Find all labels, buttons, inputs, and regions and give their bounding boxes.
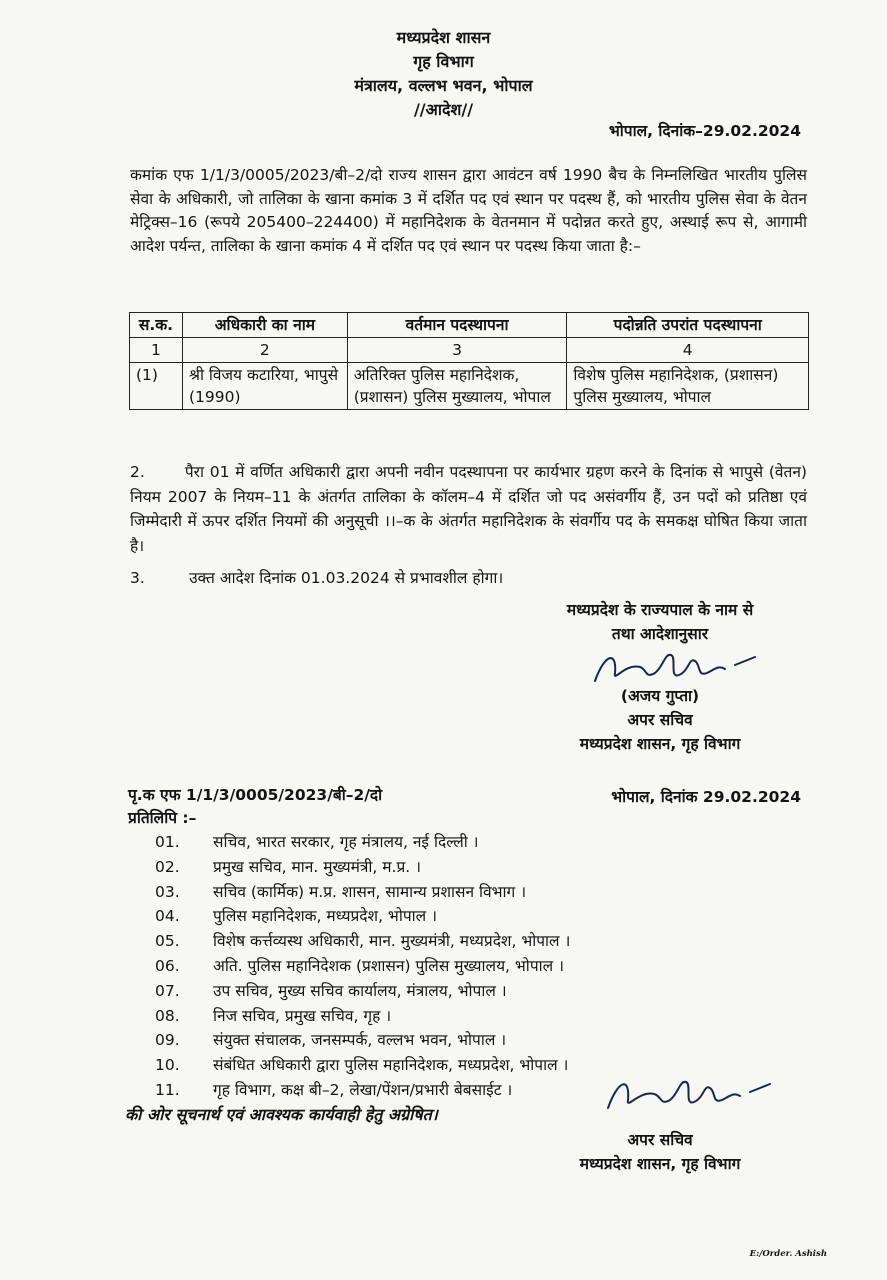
signatory-designation: अपर सचिव bbox=[627, 1131, 693, 1149]
header-officer-name: अधिकारी का नाम bbox=[182, 313, 347, 338]
forwarding-note: की ओर सूचनार्थ एवं आवश्यक कार्यवाही हेतु अग्रेषित। bbox=[125, 1105, 438, 1124]
signature-block-2 bbox=[480, 1128, 840, 1176]
office-address: मंत्रालय, वल्लभ भवन, भोपाल bbox=[354, 76, 533, 95]
header-promoted-posting: पदोन्नति उपरांत पदस्थापना bbox=[567, 313, 809, 338]
authority-line-2: तथा आदेशानुसार bbox=[611, 625, 709, 643]
order-date: भोपाल, दिनांक–29.02.2024 bbox=[608, 122, 801, 140]
endorsement-reference: पृ.क एफ 1/1/3/0005/2023/बी–2/दो bbox=[128, 786, 383, 804]
list-item: 02. प्रमुख सचिव, मान. मुख्यमंत्री, म.प्र. । bbox=[155, 857, 422, 876]
copy-list bbox=[155, 830, 855, 1103]
signature-2-icon bbox=[600, 1068, 780, 1120]
list-item: 07. उप सचिव, मुख्य सचिव कार्यालय, मंत्रालय, भोपाल । bbox=[155, 981, 507, 1000]
signatory-name: (अजय गुप्ता) bbox=[620, 687, 700, 705]
order-paragraph-3 bbox=[130, 566, 807, 590]
govt-name: मध्यप्रदेश शासन bbox=[396, 28, 491, 47]
table-column-number-row bbox=[130, 338, 809, 363]
file-path-footer: E:/Order. Ashish bbox=[749, 1249, 827, 1259]
para-2-number: 2. bbox=[130, 463, 145, 481]
order-paragraph-2 bbox=[130, 460, 807, 558]
signatory-department: मध्यप्रदेश शासन, गृह विभाग bbox=[579, 1155, 741, 1173]
para-3-number: 3. bbox=[130, 569, 145, 587]
list-item: 11. गृह विभाग, कक्ष बी–2, लेखा/पेंशन/प्रभारी बेबसाईट । bbox=[155, 1080, 513, 1099]
signature-1-icon bbox=[585, 643, 765, 693]
col-number: 2 bbox=[182, 338, 347, 363]
para-2-text: पैरा 01 में वर्णित अधिकारी द्वारा अपनी नवीन पदस्थापना पर कार्यभार ग्रहण करने के दिनांक से भापुसे (वेतन) नियम 2007 के नियम–11 के अंतर्गत तालिका के कॉलम–4 में दर्शित जो पद असंवर्गीय हैं, उन पदों को प्रतिष्ठा एवं जिम्मेदारी में ऊपर दर्शित नियमों की अनुसूची ।।–क के अंतर्गत महानिदेशक के संवर्गीय पद के समकक्ष घोषित किया जाता है। bbox=[130, 463, 807, 555]
authority-line: मध्यप्रदेश के राज्यपाल के नाम से bbox=[566, 601, 754, 619]
order-paragraph-1: कमांक एफ 1/1/3/0005/2023/बी–2/दो राज्य शासन द्वारा आवंटन वर्ष 1990 बैच के निम्नलिखित भारतीय पुलिस सेवा के अधिकारी, जो तालिका के खाना कमांक 3 में दर्शित पद एवं स्थान पर पदस्थ हैं, को भारतीय पुलिस सेवा के वेतन मेट्रिक्स–16 (रूपये 205400–224400) में महानिदेशक के वेतनमान में पदोन्नत करते हुए, अस्थाई रूप से, आगामी आदेश पर्यन्त, तालिका के खाना कमांक 4 में दर्शित पद एवं स्थान पर पदस्थ किया जाता है:– bbox=[130, 166, 807, 255]
col-number: 4 bbox=[567, 338, 809, 363]
col-number: 1 bbox=[130, 338, 183, 363]
cell-serial: (1) bbox=[130, 363, 183, 410]
letterhead bbox=[0, 26, 887, 122]
para-3-text: उक्त आदेश दिनांक 01.03.2024 से प्रभावशील होगा। bbox=[189, 569, 504, 587]
table-row bbox=[130, 363, 809, 410]
header-current-posting: वर्तमान पदस्थापना bbox=[347, 313, 567, 338]
cell-officer-name: श्री विजय कटारिया, भापुसे (1990) bbox=[182, 363, 347, 410]
col-number: 3 bbox=[347, 338, 567, 363]
signatory-designation: अपर सचिव bbox=[627, 711, 693, 729]
cell-current-posting: अतिरिक्त पुलिस महानिदेशक, (प्रशासन) पुलिस मुख्यालय, भोपाल bbox=[347, 363, 567, 410]
list-item: 04. पुलिस महानिदेशक, मध्यप्रदेश, भोपाल । bbox=[155, 907, 437, 926]
copy-to-label: प्रतिलिपि :– bbox=[128, 809, 197, 827]
list-item: 09. संयुक्त संचालक, जनसम्पर्क, वल्लभ भवन, भोपाल । bbox=[155, 1031, 507, 1050]
endorsement-date: भोपाल, दिनांक 29.02.2024 bbox=[611, 788, 801, 806]
list-item: 10. संबंधित अधिकारी द्वारा पुलिस महानिदेशक, मध्यप्रदेश, भोपाल । bbox=[155, 1056, 569, 1075]
department-name: गृह विभाग bbox=[413, 52, 474, 71]
list-item: 08. निज सचिव, प्रमुख सचिव, गृह । bbox=[155, 1006, 392, 1025]
table-header-row bbox=[130, 313, 809, 338]
list-item: 03. सचिव (कार्मिक) म.प्र. शासन, सामान्य प्रशासन विभाग । bbox=[155, 882, 527, 901]
cell-promoted-posting: विशेष पुलिस महानिदेशक, (प्रशासन) पुलिस मुख्यालय, भोपाल bbox=[567, 363, 809, 410]
list-item: 05. विशेष कर्त्तव्यस्थ अधिकारी, मान. मुख्यमंत्री, मध्यप्रदेश, भोपाल । bbox=[155, 932, 571, 951]
list-item: 01. सचिव, भारत सरकार, गृह मंत्रालय, नई दिल्ली । bbox=[155, 833, 479, 851]
order-title: //आदेश// bbox=[413, 100, 474, 119]
signatory-department: मध्यप्रदेश शासन, गृह विभाग bbox=[579, 735, 741, 753]
list-item: 06. अति. पुलिस महानिदेशक (प्रशासन) पुलिस मुख्यालय, भोपाल । bbox=[155, 956, 564, 975]
posting-table bbox=[129, 312, 809, 410]
header-serial: स.क. bbox=[130, 313, 183, 338]
